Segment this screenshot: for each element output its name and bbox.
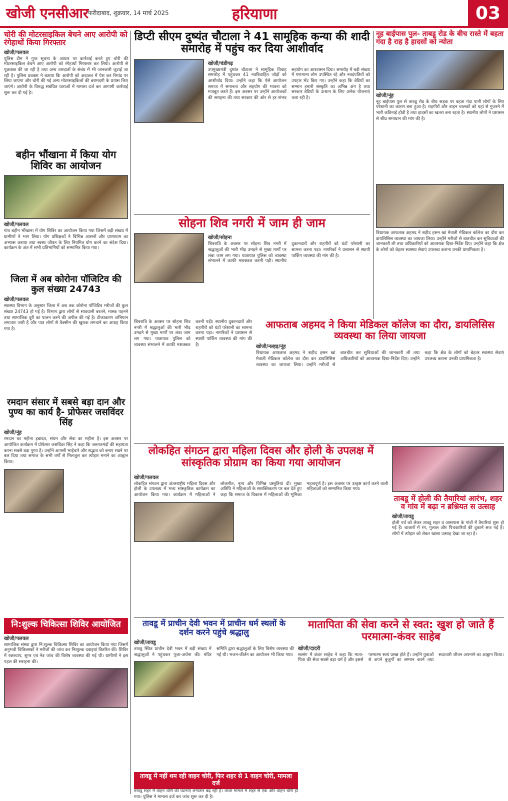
byline: खोजी/सोहना — [208, 235, 232, 242]
article-body: होली पर्व को लेकर तावडू शहर व आसपास के गांवों में तैयारियां शुरू हो गई हैं। बाजारों में रंग, गुलाल और पिचकारियों की दुकानें सज गई हैं। लोगों में त्योहार को लेकर खासा उत्साह देखा जा रहा है। — [392, 520, 504, 538]
story-tavdu-holi — [392, 446, 504, 616]
headline: ताबडू में होली की तैयारियां आरंभ, शहर व गांव में बढ़ा न ब्रश्नियत स उत्साह — [393, 494, 503, 512]
headline: रमदान संसार में सबसे बड़ा दान और पुण्य का कार्य है- प्रोफेसर जसविंदर सिंह — [6, 398, 126, 429]
article-body: शिवरात्रि के अवसर पर सोहना शिव नगरी में श्रद्धालुओं की भारी भीड़ उमड़ने से मुख्य मार्गों पर लंबा जाम लग गया। यातायात पुलिस को व्यवस्था संभालने में काफी मशक्कत करनी पड़ी। स्थानीय दुकानदारों और राहगीरों को घंटों परेशानी का सामना करना पड़ा। नागरिकों ने प्रशासन से स्थायी पार्किंग व्यवस्था की मांग की है। — [208, 242, 370, 265]
section-rule — [134, 617, 504, 618]
article-body: विधायक आफताब अहमद ने शहीद हसन खां मेवाती मेडिकल कॉलेज का दौरा कर डायलिसिस व्यवस्था का जायजा लिया। उन्होंने मरीजों से बातचीत कर सुविधाओं की जानकारी ली तथा अधिकारियों को आवश्यक दिशा-निर्देश दिए। उन्होंने कहा कि क्षेत्र के लोगों को बेहतर स्वास्थ्य सेवाएं उपलब्ध कराना उनकी प्राथमिकता है। — [256, 351, 504, 368]
article-body: लोकहित संगठन द्वारा अंतरराष्ट्रीय महिला दिवस और होली के उपलक्ष्य में भव्य सांस्कृतिक कार्यक्रम का आयोजन किया गया। कार्यक्रम में महिलाओं ने लोकगीत, नृत्य और विभिन्न प्रस्तुतियां दीं। मुख्य अतिथि ने महिलाओं के सशक्तिकरण पर बल देते हुए कहा कि समाज के विकास में महिलाओं की भूमिका महत्वपूर्ण है। इस अवसर पर उत्कृष्ट कार्य करने वाली महिलाओं को सम्मानित किया गया। — [134, 481, 388, 498]
traffic-photo — [134, 233, 204, 283]
byline: खोजी/पलवल — [4, 222, 29, 229]
story-dushyant-chautala — [134, 31, 370, 211]
headline: चोरी की मोटरसाइकिल बेचने आए आरोपी को रंगेहाथों किया गिरफ्तार — [4, 30, 128, 48]
article-body: सामाजिक संस्था द्वारा नि:शुल्क चिकित्सा शिविर का आयोजन किया गया जिसमें अनुभवी चिकित्सकों ने मरीजों की जांच कर निःशुल्क दवाइयां वितरित कीं। शिविर में रक्तचाप, शुगर एवं नेत्र जांच की विशेष व्यवस्था की गई थी। ग्रामीणों ने इस पहल की सराहना की। — [4, 642, 128, 665]
ramadan-photo — [4, 469, 64, 513]
article-body: सत्संग में कंवर साहेब ने कहा कि माता-पिता की सेवा सबसे बड़ा धर्म है और इससे परमात्मा स्वयं प्रसन्न होते हैं। उन्होंने युवाओं से अपने बुजुर्गों का सम्मान करने तथा सदाचारी जीवन अपनाने का आह्वान किया। — [298, 652, 504, 664]
column-rule — [130, 31, 131, 794]
medical-camp-photo — [4, 668, 128, 708]
holi-photo — [392, 446, 504, 492]
byline: खोजी/नूंह — [4, 430, 22, 437]
dushyant-photo — [134, 59, 204, 123]
section-rule — [134, 443, 504, 444]
headline: नि:शुल्क चिकित्सा शिविर आयोजित — [4, 618, 128, 634]
byline: खोजी/नूंह — [376, 92, 394, 99]
article-body: स्वास्थ्य विभाग के अनुसार जिला में अब तक कोरोना पॉजिटिव मरीजों की कुल संख्या 24743 हो गई है। विभाग द्वारा लोगों से सावधानी बरतने, मास्क पहनने तथा सामाजिक दूरी का पालन करने की अपील की गई है। टीकाकरण अभियान लगातार जारी है और पात्र लोगों से वैक्सीन की खुराक लगवाने का आग्रह किया गया है। — [4, 304, 128, 332]
article-body: नूह बाईपास पुल से तावडू रोड के बीच सड़क पर बहता गंदा पानी लोगों के लिए परेशानी का कारण बना हुआ है। राहगीरों और वाहन चालकों को यहां से गुजरने में भारी कठिनाई होती है तथा हादसों का खतरा बना रहता है। स्थानीय लोगों ने प्रशासन से शीघ्र समाधान की मांग की है। — [376, 99, 504, 122]
story-yoga-camp — [4, 150, 128, 272]
section-rule — [134, 214, 370, 215]
byline: खोजी/पलवल — [4, 49, 29, 56]
headline: नूह बाईपास पुल- ताबडू रोड के बीच रास्ते में बहता गंदा है राह है हादसों को न्योता — [376, 30, 504, 46]
article-body: विधायक आफताब अहमद ने शहीद हसन खां मेवाती मेडिकल कॉलेज का दौरा कर डायलिसिस व्यवस्था का जायजा लिया। उन्होंने मरीजों से बातचीत कर सुविधाओं की जानकारी ली तथा अधिकारियों को आवश्यक दिशा-निर्देश दिए। उन्होंने कहा कि क्षेत्र के लोगों को बेहतर स्वास्थ्य सेवाएं उपलब्ध कराना उनकी प्राथमिकता है। — [376, 231, 504, 254]
story-sohna-continued — [134, 320, 252, 440]
headline: मातापिता की सेवा करने से स्वत: खुश हो जाते हैं परमात्मा-कंवर साहेब — [308, 619, 494, 643]
byline: खोजी/पलवल — [4, 297, 29, 304]
aftab-photo — [376, 184, 504, 228]
article-body: रमदान का महीना इबादत, संयम और सेवा का महीना है। इस अवसर पर आयोजित कार्यक्रम में प्रोफेसर जसविंदर सिंह ने कहा कि जरूरतमंदों की सहायता करना सबसे बड़ा पुण्य है। उन्होंने आपसी भाईचारे और सद्भाव को बनाए रखने पर बल दिया तथा समाज के सभी वर्गों से मिलजुल कर त्योहार मनाने का आह्वान किया। — [4, 437, 128, 465]
story-nuh-bypass — [376, 31, 504, 181]
article-body: गांव बहीन भौंखाना में योग शिविर का आयोजन किया गया जिसमें बड़ी संख्या में ग्रामीणों ने भाग लिया। योग प्रशिक्षकों ने विभिन्न आसनों और प्राणायाम का अभ्यास कराया तथा स्वस्थ जीवन के लिए नियमित योग करने का संदेश दिया। कार्यक्रम के अंत में सभी प्रतिभागियों को सम्मानित किया गया। — [4, 229, 128, 252]
section-title: हरियाणा — [232, 5, 278, 23]
article-body: उपमुख्यमंत्री दुष्यंत चौटाला ने सामूहिक विवाह समारोह में पहुंचकर 41 नवविवाहित जोड़ों को आशीर्वाद दिया। उन्होंने कहा कि ऐसे आयोजन समाज में समानता और सहयोग की भावना को मजबूत करते हैं। इस अवसर पर उन्होंने आयोजकों की सराहना की तथा सरकार की ओर से हर संभव सहयोग का आश्वासन दिया। समारोह में बड़ी संख्या में गणमान्य लोग उपस्थित रहे और नवदंपतियों को उपहार भेंट किए गए। उन्होंने कहा कि बेटियों का सम्मान हमारी संस्कृति का अभिन्न अंग है तथा सरकार बेटियों के उत्थान के लिए अनेक योजनाएं चला रही है। — [208, 67, 370, 101]
story-corona-count — [4, 275, 128, 393]
yoga-photo — [4, 175, 128, 219]
article-body: तावडू स्थित प्राचीन देवी भवन में बड़ी संख्या में श्रद्धालुओं ने पहुंचकर पूजा-अर्चना की। मंदिर समिति द्वारा श्रद्धालुओं के लिए विशेष व्यवस्था की गई थी। भजन-कीर्तन का आयोजन भी किया गया। — [134, 646, 294, 658]
byline: खोजी/पलवल — [134, 474, 159, 481]
edition-date: फरीदाबाद, शुक्रवार, 14 मार्च 2025 — [88, 10, 169, 17]
byline: खोजी/नल्हड़/नूंह — [256, 344, 286, 351]
story-aftab-headline — [256, 320, 504, 440]
article-body: पुलिस टीम ने गुप्त सूचना के आधार पर कार्रवाई करते हुए चोरी की मोटरसाइकिल बेचने आए आरोपी को रंगेहाथों गिरफ्तार कर लिया। आरोपी से पूछताछ की जा रही है तथा अन्य वारदातों के संबंध में भी जानकारी जुटाई जा रही है। पुलिस प्रवक्ता ने बताया कि आरोपी को अदालत में पेश कर रिमांड पर लिया जाएगा और चोरी की गई अन्य मोटरसाइकिलों की बरामदगी के प्रयास किए जाएंगे। आरोपी के विरुद्ध संबंधित धाराओं में मामला दर्ज कर आगामी कार्रवाई शुरू कर दी गई है। — [4, 56, 128, 96]
byline: खोजी/तावडू — [134, 639, 156, 646]
story-free-medical-camp — [4, 618, 128, 794]
lokhit-photo — [134, 502, 234, 542]
headline: आफताब अहमद ने किया मेडिकल कॉलेज का दौरा, डायलिसिस व्यवस्था का लिया जायजा — [265, 320, 495, 343]
article-body: शिवरात्रि के अवसर पर सोहना शिव नगरी में श्रद्धालुओं की भारी भीड़ उमड़ने से मुख्य मार्गों पर लंबा जाम लग गया। यातायात पुलिस को व्यवस्था संभालने में काफी मशक्कत करनी पड़ी। स्थानीय दुकानदारों और राहगीरों को घंटों परेशानी का सामना करना पड़ा। नागरिकों ने प्रशासन से स्थायी पार्किंग व्यवस्था की मांग की है। — [134, 320, 252, 348]
story-vehicle-theft — [134, 772, 298, 801]
byline: खोजी/चंडीगढ़ — [208, 60, 233, 67]
headline: तावडू में प्राचीन देवी भवन में प्राचीन धर्म स्थलों के दर्शन करने पहुंचे श्रद्धालु — [142, 619, 286, 637]
headline: बहीन भौंखाना में किया योग शिविर का आयोजन — [15, 150, 117, 173]
bypass-photo — [376, 50, 504, 90]
byline: खोजी/दादरी — [298, 645, 321, 652]
headline: जिला में अब कोरोना पॉजिटिव की कुल संख्या 24743 — [10, 275, 122, 296]
byline: खोजी/तावडू — [392, 513, 414, 520]
column-rule — [373, 31, 374, 319]
masthead — [0, 0, 508, 28]
story-lokhit-sangathan — [134, 446, 388, 614]
story-ramadan — [4, 398, 128, 610]
page-number: 03 — [468, 0, 508, 28]
story-motorcycle-theft — [4, 31, 128, 149]
story-aftab-ahmed — [376, 184, 504, 318]
headline: लोकहित संगठन द्वारा महिला दिवस और होली के उपलक्ष में सांस्कृतिक प्रोग्राम का किया गया आयोजन — [148, 445, 374, 469]
story-kanwar-sahab — [298, 620, 504, 770]
headline: तावडू में नहीं थम रही वाहन चोरी, फिर शहर से 1 वाहन चोरी, मामला दर्ज — [134, 772, 298, 789]
byline: खोजी/पलवल — [4, 635, 29, 642]
story-devi-bhawan — [134, 620, 294, 770]
newspaper-name: खोजी एनसीआर — [6, 6, 89, 22]
headline: डिप्टी सीएम दुष्यंत चौटाला ने 41 सामूहिक कन्या की शादी समारोह में पहुंच कर दिया आशीर्वाद — [134, 30, 370, 56]
headline: सोहना शिव नगरी में जाम ही जाम — [178, 216, 326, 230]
article-body: तावडू शहर में वाहन चोरी की घटनाएं लगातार बढ़ रही हैं। ताजा मामले में शहर से एक और वाहन चोरी हो गया। पुलिस ने मामला दर्ज कर जांच शुरू कर दी है। — [134, 789, 298, 801]
devi-bhawan-photo — [134, 661, 194, 697]
story-sohna-traffic — [134, 217, 370, 317]
